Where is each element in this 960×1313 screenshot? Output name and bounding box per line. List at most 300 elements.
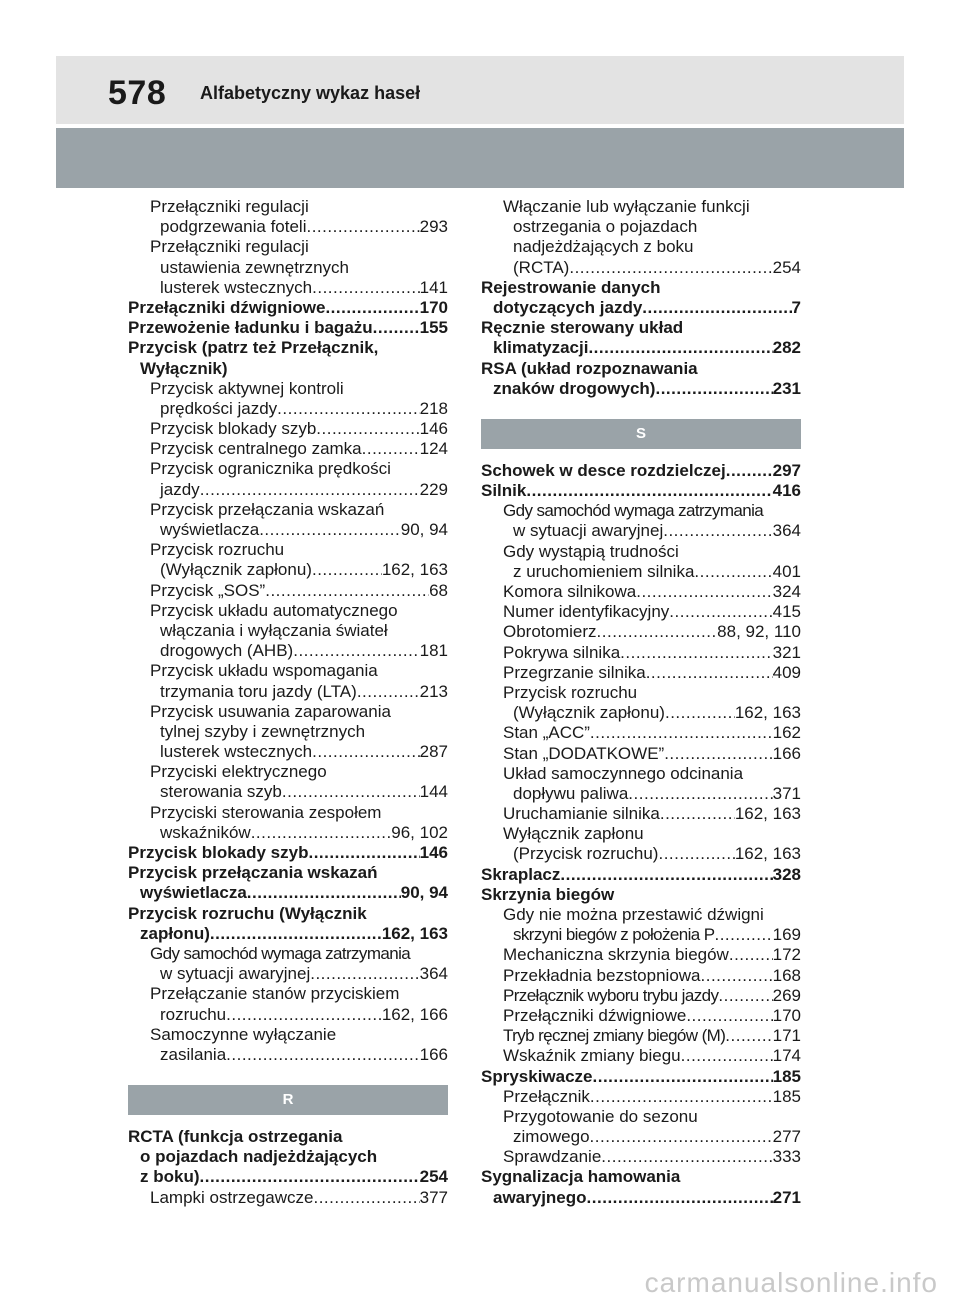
index-entry-page: 333: [772, 1147, 801, 1167]
index-entry-text: Samoczynne wyłączanie: [150, 1024, 337, 1044]
index-entry-text: Przygotowanie do sezonu: [503, 1106, 698, 1126]
index-column-right: [481, 197, 801, 1208]
index-entry-text: Stan „DODATKOWE”: [503, 743, 665, 763]
index-entry: [128, 762, 448, 782]
index-entry-page: 7: [791, 297, 801, 317]
index-entry-text: podgrzewania foteli: [160, 217, 307, 237]
index-entry: [128, 379, 448, 399]
index-entry: [481, 844, 801, 864]
index-entry: [481, 501, 801, 521]
index-entry-page: 297: [772, 460, 801, 480]
index-entry-text: tylnej szyby i zewnętrznych: [160, 721, 366, 741]
index-entry: [481, 521, 801, 541]
index-entry-text: wyświetlacza: [160, 520, 260, 539]
index-entry: [481, 986, 801, 1006]
leader-dots: [312, 742, 420, 762]
index-entry-text: Gdy samochód wymaga zatrzymania: [150, 943, 411, 963]
index-entry-page: 162, 166: [381, 1004, 448, 1024]
index-entry: [481, 804, 801, 824]
index-entry: [481, 542, 801, 562]
index-entry: [481, 298, 801, 318]
index-entry: [128, 601, 448, 621]
index-entry: [481, 1127, 801, 1147]
index-entry-text: o pojazdach nadjeżdżających: [140, 1147, 378, 1167]
index-entry-text: zapłonu): [140, 923, 210, 943]
index-entry-page: 141: [419, 277, 448, 297]
index-entry: [481, 945, 801, 965]
index-entry-page: 277: [772, 1127, 801, 1147]
index-entry-page: 185: [772, 1086, 801, 1106]
index-entry: [128, 1167, 448, 1187]
index-entry: [481, 562, 801, 582]
index-entry-text: Uruchamianie silnika: [503, 804, 660, 824]
index-entry-page: 185: [772, 1066, 801, 1086]
index-entry: [128, 258, 448, 278]
index-entry: [481, 865, 801, 885]
index-entry: [481, 318, 801, 338]
index-entry: [128, 338, 448, 358]
leader-dots: [362, 439, 420, 459]
leader-dots: [701, 966, 773, 986]
index-entry-text: jazdy: [160, 479, 200, 499]
index-entry-text: Sprawdzanie: [503, 1147, 602, 1167]
leader-dots: [247, 883, 401, 903]
leader-dots: [694, 562, 772, 582]
index-entry-text: Przyciski elektrycznego: [150, 762, 327, 782]
leader-dots: [526, 481, 772, 501]
index-entry: [128, 722, 448, 742]
index-entry: [481, 663, 801, 683]
index-entry-text: w sytuacji awaryjnej: [160, 964, 311, 984]
index-entry-text: Przycisk centralnego zamka: [150, 439, 362, 459]
index-entry-text: Przycisk przełączania wskazań: [128, 863, 378, 883]
index-entry-page: 144: [419, 782, 448, 802]
leader-dots: [590, 723, 773, 743]
leader-dots: [658, 844, 734, 864]
index-entry: [481, 905, 801, 925]
index-entry-text: Przełączniki dźwigniowe: [128, 297, 326, 317]
index-entry-page: 146: [419, 419, 448, 439]
leader-dots: [686, 1006, 772, 1026]
leader-dots: [714, 925, 772, 945]
index-entry-page: 324: [772, 582, 801, 601]
index-entry-page: 174: [772, 1046, 801, 1066]
index-entry-page: 328: [772, 864, 801, 884]
index-entry: [128, 540, 448, 560]
index-entry: [128, 237, 448, 257]
index-entry: [481, 278, 801, 298]
index-entry: [481, 622, 801, 642]
leader-dots: [226, 1045, 419, 1065]
index-entry-text: lusterek wstecznych: [160, 742, 313, 762]
index-entry-page: 409: [772, 662, 801, 682]
index-entry: [481, 966, 801, 986]
index-entry-page: 218: [419, 398, 448, 418]
page-title: Alfabetyczny wykaz haseł: [200, 83, 421, 103]
leader-dots: [325, 298, 419, 318]
index-entry-text: Skrzynia biegów: [481, 884, 615, 904]
index-entry: [128, 500, 448, 520]
index-entry-page: 231: [772, 378, 801, 398]
index-entry-page: 415: [772, 602, 801, 622]
index-entry-page: 171: [772, 1026, 801, 1046]
index-entry: [128, 581, 448, 601]
leader-dots: [726, 461, 773, 481]
leader-dots: [628, 784, 772, 804]
index-entry: [481, 744, 801, 764]
index-entry-text: Przycisk układu wspomagania: [150, 661, 378, 681]
index-entry-text: Komora silnikowa: [503, 582, 637, 601]
index-entry-page: 269: [772, 985, 801, 1005]
leader-dots: [200, 1167, 420, 1187]
index-entry-text: Wskaźnik zmiany biegu: [503, 1046, 681, 1066]
leader-dots: [282, 782, 420, 802]
index-entry-text: RSA (układ rozpoznawania: [481, 358, 698, 378]
index-entry: [128, 217, 448, 237]
index-entry-text: Lampki ostrzegawcze: [150, 1187, 314, 1207]
index-entry-text: Przycisk rozruchu (Wyłącznik: [128, 903, 367, 923]
leader-dots: [669, 602, 772, 622]
leader-dots: [642, 298, 791, 318]
index-entry-text: Pokrywa silnika: [503, 642, 621, 662]
index-entry-page: 88, 92, 110: [717, 622, 801, 642]
leader-dots: [620, 643, 772, 663]
leader-dots: [587, 1188, 773, 1208]
index-entry: [128, 560, 448, 580]
index-entry-text: Numer identyfikacyjny: [503, 602, 670, 622]
index-entry: [481, 1167, 801, 1187]
header-bar: [56, 56, 904, 124]
index-entry-page: 124: [419, 439, 448, 459]
index-entry-text: Włączanie lub wyłączanie funkcji: [503, 197, 750, 216]
index-entry: [128, 843, 448, 863]
index-entry: [128, 984, 448, 1004]
index-entry-text: Mechaniczna skrzynia biegów: [503, 945, 729, 965]
index-entry-text: znaków drogowych): [493, 378, 656, 398]
index-entry: [128, 298, 448, 318]
index-entry-page: 68: [429, 580, 448, 600]
index-entry-text: Przełączniki dźwigniowe: [503, 1005, 687, 1025]
index-entry: [481, 643, 801, 663]
index-entry-text: dopływu paliwa: [513, 783, 629, 803]
index-entry-text: nadjeżdżających z boku: [513, 237, 694, 257]
section-header-s: S: [481, 419, 801, 449]
index-entry-page: 401: [772, 561, 801, 581]
index-entry: [481, 217, 801, 237]
index-entry: [128, 520, 448, 540]
index-entry: [481, 237, 801, 257]
index-entry: [481, 1006, 801, 1026]
index-entry-page: 172: [772, 945, 801, 965]
leader-dots: [210, 924, 382, 944]
index-entry-text: Przycisk (patrz też Przełącznik,: [128, 338, 379, 358]
index-entry: [128, 1025, 448, 1045]
index-entry: [481, 1026, 801, 1046]
index-entry-text: prędkości jazdy: [160, 398, 278, 418]
index-entry-page: 282: [772, 338, 801, 358]
leader-dots: [601, 1147, 772, 1167]
index-entry: [481, 582, 801, 602]
index-entry-text: Przycisk układu automatycznego: [150, 600, 398, 620]
index-entry: [128, 964, 448, 984]
leader-dots: [277, 399, 419, 419]
index-entry-text: Przełączanie stanów przyciskiem: [150, 984, 400, 1004]
index-entry: [481, 359, 801, 379]
leader-dots: [308, 843, 419, 863]
index-entry: [481, 1107, 801, 1127]
index-entry-page: 90, 94: [400, 883, 448, 903]
index-entry: [481, 723, 801, 743]
index-entry: [128, 782, 448, 802]
index-entry: [128, 621, 448, 641]
index-entry-page: 162, 163: [734, 844, 801, 864]
index-entry-text: w sytuacji awaryjnej: [513, 521, 664, 541]
leader-dots: [590, 1087, 773, 1107]
index-entry-page: 416: [772, 481, 801, 501]
leader-dots: [259, 520, 401, 540]
index-entry-text: sterowania szyb: [160, 782, 282, 802]
leader-dots: [200, 480, 420, 500]
leader-dots: [681, 1046, 773, 1066]
index-entry: [128, 803, 448, 823]
index-entry-page: 162, 163: [734, 804, 801, 824]
index-entry-text: z boku): [140, 1167, 200, 1187]
index-entry: [128, 924, 448, 944]
index-entry-text: Przycisk blokady szyb: [150, 419, 317, 439]
index-entry-text: Gdy samochód wymaga zatrzymania: [503, 501, 764, 521]
index-entry-page: 364: [419, 964, 448, 984]
index-entry-text: lusterek wstecznych: [160, 277, 313, 297]
index-entry: [481, 824, 801, 844]
index-entry-text: Obrotomierz: [503, 622, 597, 642]
index-entry-text: (RCTA): [513, 257, 570, 277]
index-entry-page: 166: [419, 1044, 448, 1064]
index-entry: [128, 904, 448, 924]
index-entry-text: skrzyni biegów z położenia P: [513, 925, 715, 945]
index-entry: [128, 1188, 448, 1208]
index-entry-text: wskaźników: [160, 822, 251, 842]
leader-dots: [373, 318, 420, 338]
index-entry-page: 155: [419, 318, 448, 338]
index-entry-text: Przycisk rozruchu: [503, 682, 638, 702]
leader-dots: [590, 1127, 773, 1147]
index-entry-text: (Wyłącznik zapłonu): [513, 703, 665, 723]
index-entry-page: 293: [419, 217, 448, 237]
leader-dots: [312, 278, 420, 298]
index-entry: [481, 1188, 801, 1208]
index-entry: [128, 883, 448, 903]
index-entry-text: Silnik: [481, 481, 527, 501]
index-entry-text: Schowek w desce rozdzielczej: [481, 460, 726, 480]
leader-dots: [316, 419, 419, 439]
index-entry: [128, 682, 448, 702]
index-entry-page: 229: [419, 479, 448, 499]
index-entry-text: Tryb ręcznej zmiany biegów (M): [503, 1026, 726, 1046]
index-entry-page: 254: [419, 1167, 448, 1187]
index-entry-text: (Wyłącznik zapłonu): [160, 560, 312, 580]
index-entry: [128, 742, 448, 762]
index-entry: [128, 661, 448, 681]
index-entry: [128, 702, 448, 722]
index-entry-text: Przycisk przełączania wskazań: [150, 499, 385, 519]
index-entry-page: 96, 102: [391, 822, 448, 842]
index-entry-text: Ręcznie sterowany układ: [481, 318, 684, 338]
leader-dots: [588, 338, 772, 358]
index-entry-text: Przełącznik: [503, 1086, 590, 1106]
leader-dots: [226, 1005, 382, 1025]
index-entry-text: Skraplacz: [481, 864, 561, 884]
index-entry-text: Przycisk „SOS”: [150, 580, 266, 600]
index-entry-text: Przełączniki regulacji: [150, 237, 309, 257]
index-entry-text: Gdy wystąpią trudności: [503, 541, 679, 561]
leader-dots: [729, 945, 773, 965]
index-entry: [481, 1046, 801, 1066]
index-entry-text: drogowych (AHB): [160, 641, 294, 661]
index-entry: [128, 1147, 448, 1167]
index-entry-page: 162, 163: [381, 923, 448, 943]
index-entry-text: Przekładnia bezstopniowa: [503, 965, 701, 985]
index-entry: [481, 461, 801, 481]
leader-dots: [718, 986, 772, 1006]
index-entry: [481, 258, 801, 278]
index-entry-text: zimowego: [513, 1127, 590, 1147]
index-entry-text: Rejestrowanie danych: [481, 277, 661, 297]
index-entry: [128, 863, 448, 883]
index-entry-page: 321: [772, 642, 801, 662]
index-entry-text: Gdy nie można przestawić dźwigni: [503, 905, 764, 924]
index-entry-text: rozruchu: [160, 1004, 227, 1024]
index-entry: [481, 481, 801, 501]
index-entry-text: ustawienia zewnętrznych: [160, 257, 349, 277]
index-entry-text: włączania i wyłączania świateł: [160, 620, 388, 640]
watermark: carmanualsonline.info: [644, 1267, 938, 1298]
index-entry-page: 146: [419, 843, 448, 862]
index-entry: [128, 419, 448, 439]
index-entry-text: klimatyzacji: [493, 338, 589, 358]
index-entry-page: 162, 163: [381, 560, 448, 580]
index-entry-text: Przełączniki regulacji: [150, 197, 309, 216]
section-header-r: R: [128, 1085, 448, 1115]
index-entry: [128, 439, 448, 459]
index-entry-page: 166: [772, 743, 801, 763]
index-entry: [481, 338, 801, 358]
index-entry-text: (Przycisk rozruchu): [513, 844, 659, 864]
index-entry-page: 371: [772, 783, 801, 803]
index-entry: [481, 1147, 801, 1167]
index-entry-page: 168: [772, 965, 801, 985]
index-entry-text: Przycisk aktywnej kontroli: [150, 378, 344, 398]
index-entry: [128, 1127, 448, 1147]
index-entry: [128, 278, 448, 298]
index-entry: [481, 925, 801, 945]
index-entry-text: Przycisk ogranicznika prędkości: [150, 459, 391, 479]
index-entry: [128, 480, 448, 500]
index-entry-text: Spryskiwacze: [481, 1066, 593, 1086]
index-entry: [128, 399, 448, 419]
index-entry-text: awaryjnego: [493, 1187, 587, 1207]
leader-dots: [310, 964, 419, 984]
leader-dots: [306, 217, 419, 237]
index-entry: [481, 683, 801, 703]
leader-dots: [293, 641, 419, 661]
index-entry-page: 162: [772, 723, 801, 743]
index-entry: [481, 1087, 801, 1107]
index-entry: [128, 641, 448, 661]
index-entry-page: 213: [419, 681, 448, 701]
index-entry: [481, 1067, 801, 1087]
page-number: 578: [108, 74, 167, 112]
leader-dots: [660, 804, 735, 824]
index-entry: [128, 1005, 448, 1025]
index-entry: [481, 764, 801, 784]
index-entry: [481, 602, 801, 622]
leader-dots: [636, 582, 772, 602]
index-entry-page: 271: [772, 1187, 801, 1207]
leader-dots: [665, 703, 735, 723]
index-entry: [128, 1045, 448, 1065]
index-entry-text: Przyciski sterowania zespołem: [150, 802, 382, 822]
index-entry: [128, 944, 448, 964]
index-entry-page: 364: [772, 521, 801, 541]
index-entry-page: 181: [419, 641, 448, 661]
leader-dots: [312, 560, 382, 580]
index-entry-text: Wyłącznik): [140, 358, 228, 378]
leader-dots: [251, 823, 392, 843]
leader-dots: [593, 1067, 773, 1087]
index-entry-page: 90, 94: [400, 520, 448, 539]
index-entry-text: Przycisk rozruchu: [150, 540, 285, 560]
leader-dots: [569, 258, 772, 278]
index-entry-text: wyświetlacza: [140, 883, 247, 903]
leader-dots: [664, 744, 772, 764]
leader-dots: [597, 622, 718, 642]
index-entry-text: trzymania toru jazdy (LTA): [160, 681, 357, 701]
leader-dots: [357, 682, 420, 702]
index-entry-text: Przycisk usuwania zaparowania: [150, 701, 391, 721]
index-entry-page: 377: [419, 1187, 448, 1207]
index-entry-text: RCTA (funkcja ostrzegania: [128, 1127, 343, 1147]
leader-dots: [265, 581, 429, 601]
index-entry-text: Stan „ACC”: [503, 723, 590, 743]
index-entry-text: Sygnalizacja hamowania: [481, 1167, 681, 1187]
index-entry: [128, 823, 448, 843]
index-entry: [128, 359, 448, 379]
index-entry: [481, 885, 801, 905]
index-entry-text: Wyłącznik zapłonu: [503, 824, 644, 844]
leader-dots: [646, 663, 773, 683]
index-entry-page: 287: [419, 742, 448, 762]
leader-dots: [655, 379, 772, 399]
leader-dots: [725, 1026, 772, 1046]
index-entry-text: z uruchomieniem silnika: [513, 561, 695, 581]
index-entry: [481, 784, 801, 804]
index-entry-page: 162, 163: [734, 703, 801, 723]
header-band: [56, 128, 904, 188]
index-entry-text: zasilania: [160, 1044, 227, 1064]
index-entry-page: 170: [419, 297, 448, 317]
leader-dots: [560, 865, 772, 885]
index-entry: [481, 379, 801, 399]
index-entry-text: dotyczących jazdy: [493, 297, 643, 317]
index-entry-text: Układ samoczynnego odcinania: [503, 763, 744, 783]
index-entry-text: Przełącznik wyboru trybu jazdy: [503, 985, 719, 1005]
index-entry: [128, 318, 448, 338]
index-entry: [481, 703, 801, 723]
index-entry-text: Przewożenie ładunku i bagażu: [128, 318, 373, 338]
index-entry: [481, 197, 801, 217]
index-entry-page: 170: [772, 1005, 801, 1025]
index-column-left: [128, 197, 448, 1208]
